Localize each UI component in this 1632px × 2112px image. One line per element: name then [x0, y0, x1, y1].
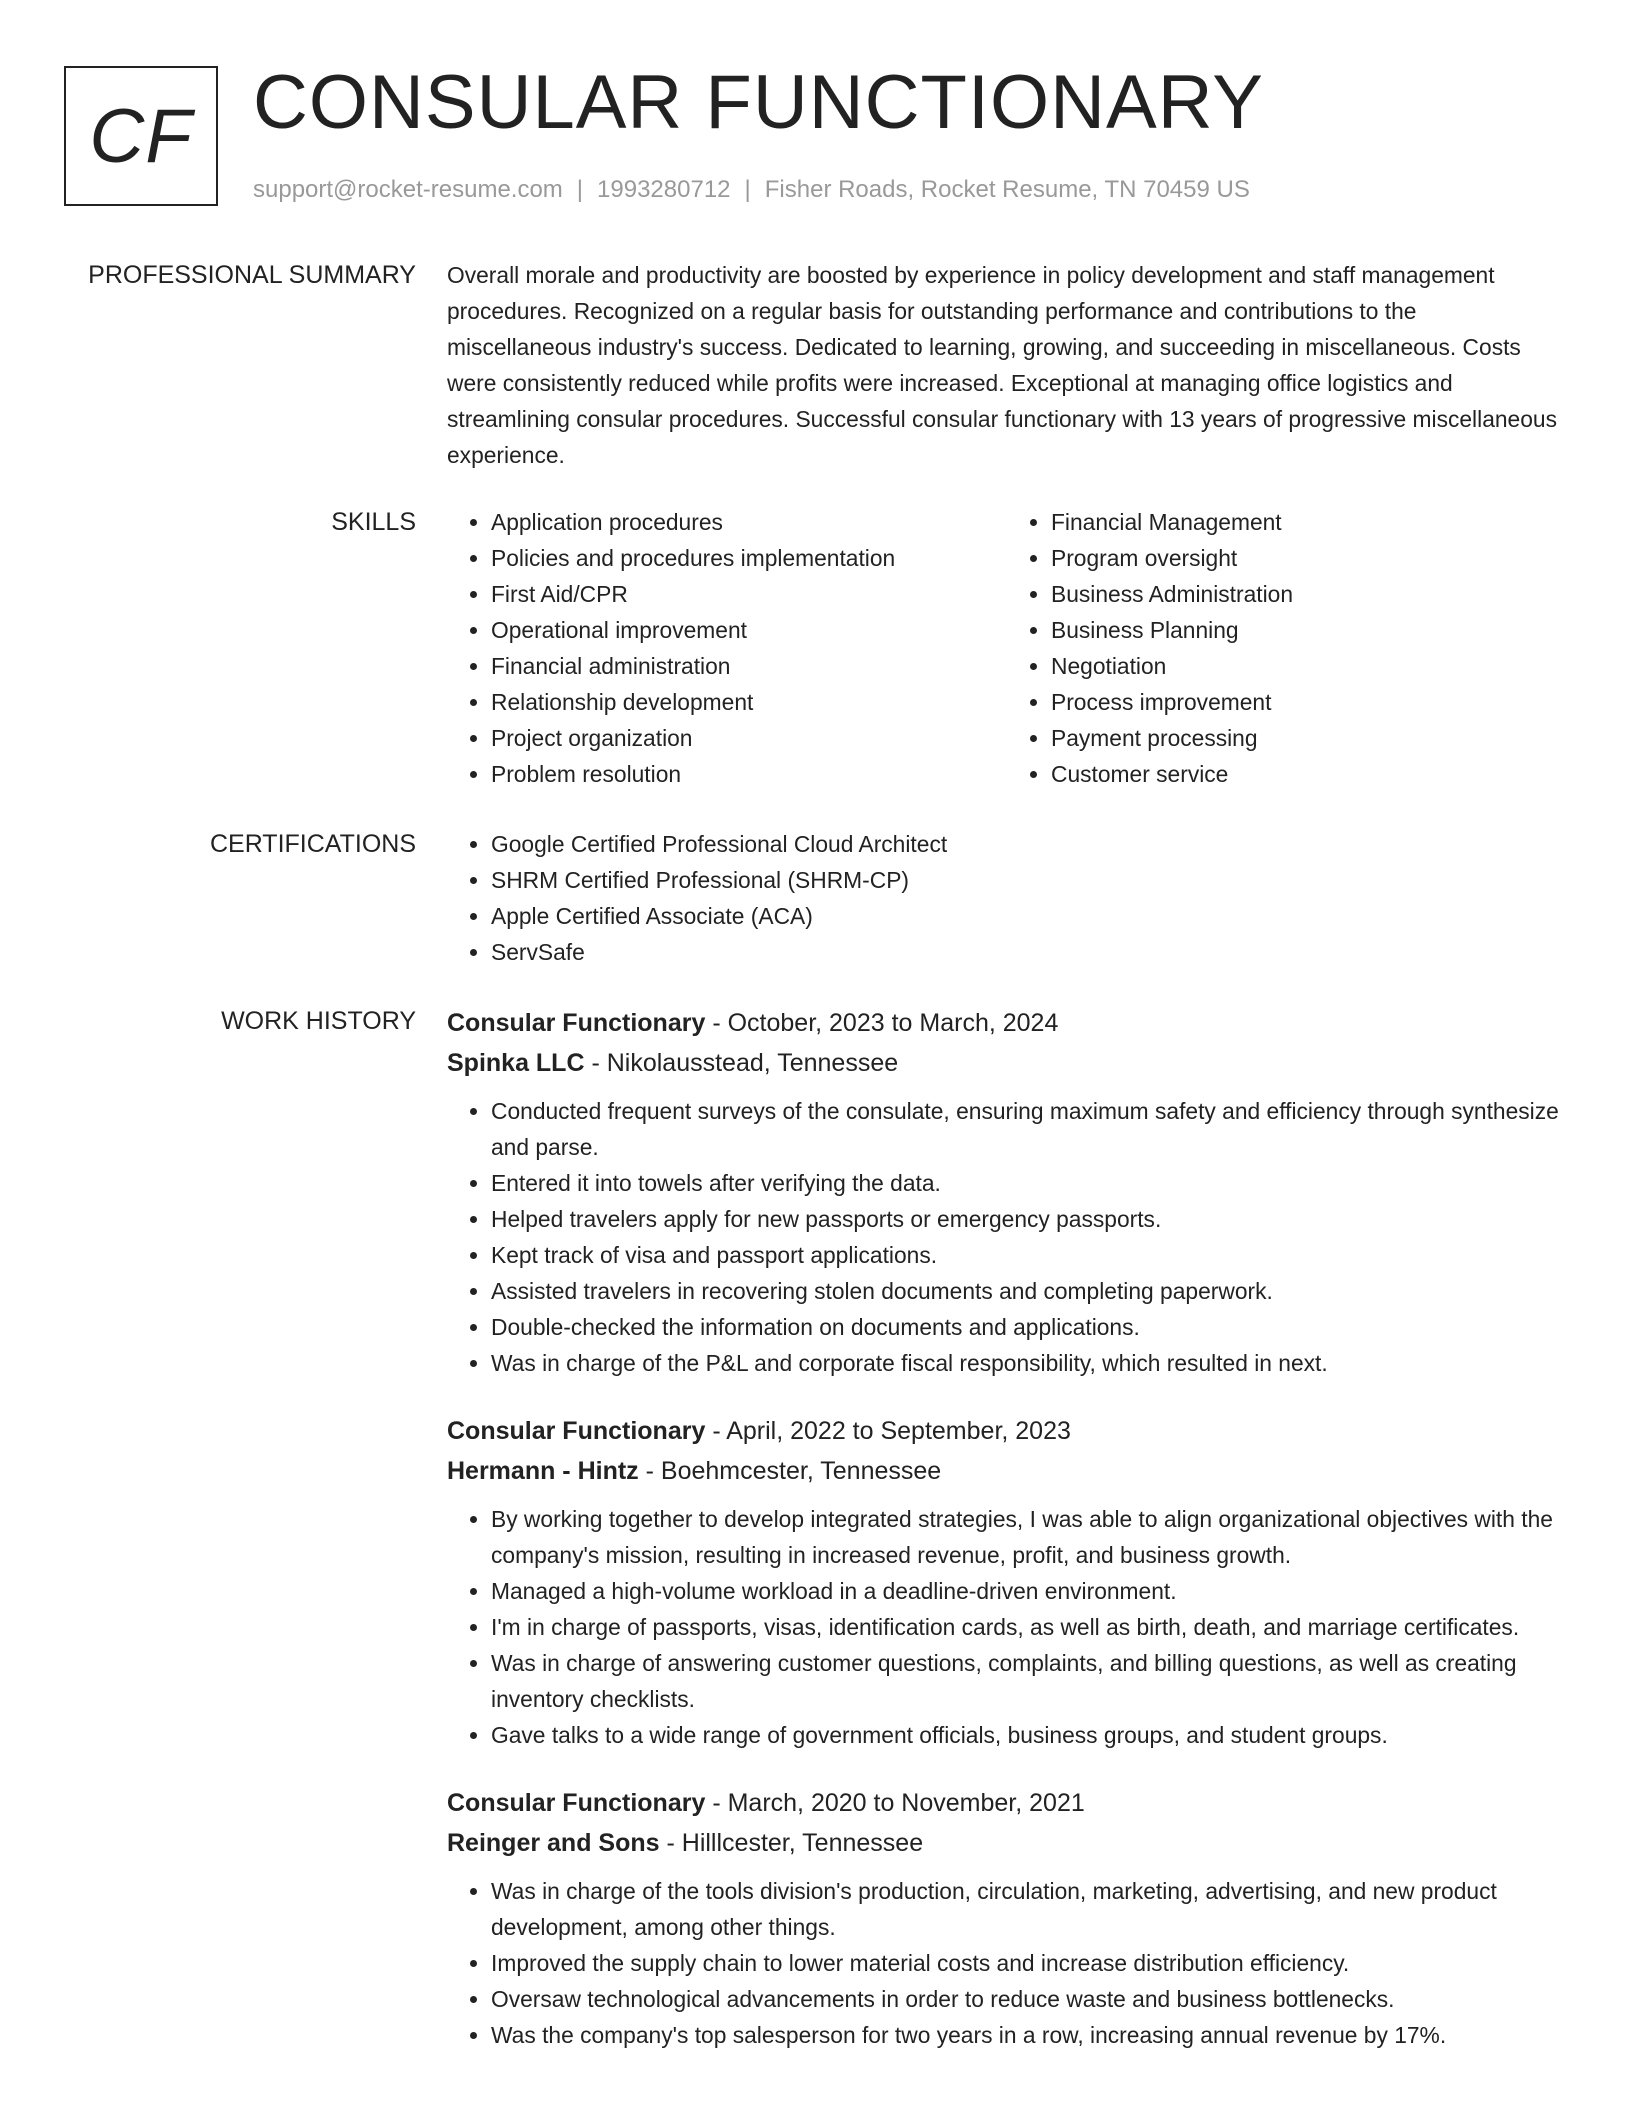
job-company-line	[447, 1451, 1567, 1491]
list-item: • Project organization	[491, 720, 1007, 756]
job-company-line	[447, 1823, 1567, 1863]
summary-label: PROFESSIONAL SUMMARY	[88, 261, 416, 289]
summary-text: Overall morale and productivity are boosted by experience in policy development and staff management procedures. Recognized on a regular basis for outstanding performance and contributions to the miscellaneous industry's success. Dedicated to learning, growing, and succeeding in miscellaneous. Costs were consistently reduced while profits were increased. Exceptional at managing office logistics and streamlining consular procedures. Successful consular functionary with 13 years of progressive miscellaneous experience.	[447, 262, 1557, 468]
job-title-line	[447, 1783, 1567, 1823]
list-item: • Improved the supply chain to lower material costs and increase distribution efficiency.	[491, 1945, 1567, 1981]
skills-label: SKILLS	[331, 508, 416, 536]
certifications-label: CERTIFICATIONS	[209, 830, 416, 858]
list-item: • Helped travelers apply for new passports or emergency passports.	[491, 1201, 1567, 1237]
contact-separator: |	[576, 176, 584, 203]
list-item: • Policies and procedures implementation	[491, 540, 1007, 576]
monogram-logo: CF	[64, 66, 218, 206]
list-item: • Business Planning	[1051, 612, 1567, 648]
list-item: • Was in charge of the tools division's production, circulation, marketing, advertising, and new product development, among other things.	[491, 1873, 1567, 1945]
list-item: • Conducted frequent surveys of the consulate, ensuring maximum safety and efficiency through synthesize and parse.	[491, 1093, 1567, 1165]
list-item: • By working together to develop integrated strategies, I was able to align organizational objectives with the company's mission, resulting in increased revenue, profit, and business growth.	[491, 1501, 1567, 1573]
job-entry	[447, 1411, 1567, 1753]
list-item: • SHRM Certified Professional (SHRM-CP)	[491, 862, 1567, 898]
job-title: Consular Functionary	[447, 1789, 706, 1817]
candidate-name: CONSULAR FUNCTIONARY	[253, 60, 1264, 145]
contact-phone[interactable]: 1993280712	[597, 176, 731, 203]
list-item: • Business Administration	[1051, 576, 1567, 612]
list-item: • Apple Certified Associate (ACA)	[491, 898, 1567, 934]
list-item: • Was in charge of the P&L and corporate fiscal responsibility, which resulted in next.	[491, 1345, 1567, 1381]
job-title: Consular Functionary	[447, 1417, 706, 1445]
list-item: • Payment processing	[1051, 720, 1567, 756]
list-item: • Operational improvement	[491, 612, 1007, 648]
job-entry	[447, 1783, 1567, 2053]
job-bullets	[447, 1501, 1567, 1753]
list-item: • Application procedures	[491, 504, 1007, 540]
certifications-list	[447, 826, 1567, 970]
list-item: • Assisted travelers in recovering stolen documents and completing paperwork.	[491, 1273, 1567, 1309]
job-company: Spinka LLC	[447, 1049, 585, 1077]
job-location: - Boehmcester, Tennessee	[638, 1457, 942, 1485]
list-item: • ServSafe	[491, 934, 1567, 970]
list-item: • Entered it into towels after verifying the data.	[491, 1165, 1567, 1201]
list-item: • Relationship development	[491, 684, 1007, 720]
list-item: • I'm in charge of passports, visas, identification cards, as well as birth, death, and marriage certificates.	[491, 1609, 1567, 1645]
job-entry	[447, 1003, 1567, 1381]
job-title-line	[447, 1411, 1567, 1451]
skills-list-left	[447, 504, 1007, 792]
list-item: • Double-checked the information on documents and applications.	[491, 1309, 1567, 1345]
job-company-line	[447, 1043, 1567, 1083]
job-dates: - October, 2023 to March, 2024	[705, 1009, 1059, 1037]
list-item: • Program oversight	[1051, 540, 1567, 576]
list-item: • Financial administration	[491, 648, 1007, 684]
list-item: • Financial Management	[1051, 504, 1567, 540]
contact-separator: |	[744, 176, 751, 203]
contact-email[interactable]: support@rocket-resume.com	[253, 176, 563, 203]
list-item: • Managed a high-volume workload in a deadline-driven environment.	[491, 1573, 1567, 1609]
job-bullets	[447, 1873, 1567, 2053]
job-company: Reinger and Sons	[447, 1829, 660, 1857]
list-item: • Oversaw technological advancements in order to reduce waste and business bottlenecks.	[491, 1981, 1567, 2017]
jobs-container	[447, 1003, 1567, 2083]
list-item: • Gave talks to a wide range of government officials, business groups, and student groups.	[491, 1717, 1567, 1753]
list-item: • Customer service	[1051, 756, 1567, 792]
list-item: • Was in charge of answering customer questions, complaints, and billing questions, as well as creating inventory checklists.	[491, 1645, 1567, 1717]
work-history-label: WORK HISTORY	[221, 1007, 416, 1035]
list-item: • Negotiation	[1051, 648, 1567, 684]
job-title: Consular Functionary	[447, 1009, 706, 1037]
job-location: - Nikolausstead, Tennessee	[584, 1049, 899, 1077]
list-item: • Was the company's top salesperson for two years in a row, increasing annual revenue by 17%.	[491, 2017, 1567, 2053]
list-item: • Process improvement	[1051, 684, 1567, 720]
job-title-line	[447, 1003, 1567, 1043]
contact-line	[253, 172, 1250, 208]
job-location: - Hilllcester, Tennessee	[659, 1829, 924, 1857]
job-bullets	[447, 1093, 1567, 1381]
list-item: • Kept track of visa and passport applications.	[491, 1237, 1567, 1273]
job-company: Hermann - Hintz	[447, 1457, 639, 1485]
skills-list-right	[1007, 504, 1567, 792]
job-dates: - March, 2020 to November, 2021	[705, 1789, 1085, 1817]
job-dates: - April, 2022 to September, 2023	[705, 1417, 1071, 1445]
list-item: • Google Certified Professional Cloud Architect	[491, 826, 1567, 862]
list-item: • Problem resolution	[491, 756, 1007, 792]
list-item: • First Aid/CPR	[491, 576, 1007, 612]
contact-address: Fisher Roads, Rocket Resume, TN 70459 US	[764, 176, 1250, 203]
